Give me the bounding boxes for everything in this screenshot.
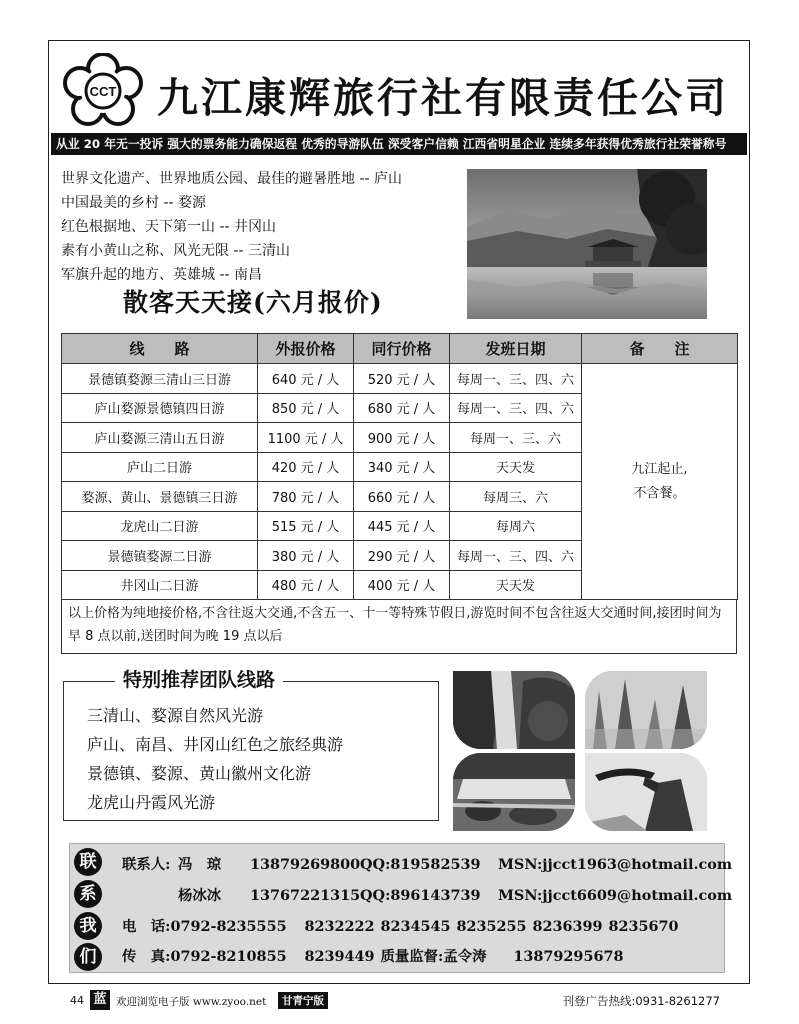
intro-line: 红色根据地、天下第一山 -- 井冈山 bbox=[61, 219, 277, 235]
company-logo bbox=[63, 53, 143, 127]
page-frame bbox=[48, 40, 750, 984]
retail-price-cell: 850 元 / 人 bbox=[258, 393, 354, 423]
welcome-text: 欢迎浏览电子版 www.zyoo.net bbox=[116, 996, 267, 1008]
route-cell: 景德镇婺源三清山三日游 bbox=[62, 364, 258, 394]
route-cell: 婺源、黄山、景德镇三日游 bbox=[62, 482, 258, 512]
supervisor-phone: 13879295678 bbox=[513, 948, 624, 965]
intro-line: 素有小黄山之称、风光无限 -- 三清山 bbox=[61, 243, 291, 259]
contact-msn: MSN:jjcct6609@hotmail.com bbox=[498, 887, 733, 904]
fax-number: 8239449 bbox=[304, 948, 375, 965]
fax-number: 0792-8210855 bbox=[170, 948, 287, 965]
supervisor-label: 质量监督: bbox=[380, 948, 444, 965]
contact-msn: MSN:jjcct1963@hotmail.com bbox=[498, 856, 733, 873]
departure-cell: 天天发 bbox=[450, 452, 582, 482]
remark-cell bbox=[582, 364, 738, 600]
agency-price-cell: 660 元 / 人 bbox=[354, 482, 450, 512]
departure-cell: 每周一、三、六 bbox=[450, 423, 582, 453]
contact-line-fax bbox=[122, 945, 624, 966]
departure-cell: 每周一、三、四、六 bbox=[450, 541, 582, 571]
remark-line: 九江起止, bbox=[631, 461, 688, 477]
contact-qq: QQ:896143739 bbox=[360, 887, 481, 904]
contact-name: 冯 琼 bbox=[178, 856, 222, 873]
price-note: 以上价格为纯地接价格,不含往返大交通,不含五一、十一等特殊节假日,游览时间不包含往返大交通时间,接团时间为早 8 点以前,送团时间为晚 19 点以后 bbox=[61, 599, 737, 654]
tel-label: 电 话: bbox=[122, 918, 171, 935]
agency-price-cell: 520 元 / 人 bbox=[354, 364, 450, 394]
departure-cell: 天天发 bbox=[450, 570, 582, 600]
contact-qq: QQ:819582539 bbox=[360, 856, 481, 873]
retail-price-cell: 1100 元 / 人 bbox=[258, 423, 354, 453]
intro-list bbox=[61, 167, 402, 287]
departure-cell: 每周六 bbox=[450, 511, 582, 541]
route-cell: 庐山婺源三清山五日游 bbox=[62, 423, 258, 453]
contact-line-person1 bbox=[122, 853, 732, 874]
contact-name: 杨冰冰 bbox=[178, 887, 222, 904]
misty-peaks-photo bbox=[585, 671, 707, 749]
route-cell: 庐山婺源景德镇四日游 bbox=[62, 393, 258, 423]
agency-price-cell: 680 元 / 人 bbox=[354, 393, 450, 423]
cascade-stream-photo bbox=[453, 753, 575, 831]
agency-price-cell: 900 元 / 人 bbox=[354, 423, 450, 453]
retail-price-cell: 420 元 / 人 bbox=[258, 452, 354, 482]
tel-number: 8232222 bbox=[304, 918, 375, 935]
route-cell: 井冈山二日游 bbox=[62, 570, 258, 600]
agency-price-cell: 290 元 / 人 bbox=[354, 541, 450, 571]
retail-price-cell: 480 元 / 人 bbox=[258, 570, 354, 600]
departure-cell: 每周三、六 bbox=[450, 482, 582, 512]
departure-cell: 每周一、三、四、六 bbox=[450, 364, 582, 394]
group-tour-item: 龙虎山丹霞风光游 bbox=[87, 793, 216, 812]
contact-side-char: 我 bbox=[74, 912, 102, 940]
tel-number: 0792-8235555 bbox=[170, 918, 287, 935]
contact-box bbox=[69, 843, 733, 973]
retail-price-cell: 380 元 / 人 bbox=[258, 541, 354, 571]
agency-price-cell: 445 元 / 人 bbox=[354, 511, 450, 541]
remark-line: 不含餐。 bbox=[633, 485, 686, 501]
edition-badge: 甘青宁版 bbox=[278, 992, 328, 1009]
group-tour-item: 庐山、南昌、井冈山红色之旅经典游 bbox=[87, 735, 344, 754]
header-route: 线 路 bbox=[62, 334, 258, 364]
agency-price-cell: 400 元 / 人 bbox=[354, 570, 450, 600]
intro-line: 世界文化遗产、世界地质公园、最佳的避暑胜地 -- 庐山 bbox=[61, 171, 403, 187]
contact-side-char: 系 bbox=[74, 880, 102, 908]
slogan-bar: 从业 20 年无一投诉 强大的票务能力确保返程 优秀的导游队伍 深受客户信赖 江西省明星企业 连续多年获得优秀旅行社荣誉称号 bbox=[51, 133, 747, 155]
contact-side-char: 联 bbox=[74, 848, 102, 876]
contact-phone: 13879269800 bbox=[250, 856, 361, 873]
intro-line: 军旗升起的地方、英雄城 -- 南昌 bbox=[61, 267, 263, 283]
route-cell: 龙虎山二日游 bbox=[62, 511, 258, 541]
logo-text: CCT bbox=[89, 84, 117, 99]
lake-pavilion-photo bbox=[467, 169, 707, 319]
price-table bbox=[61, 333, 738, 600]
group-tours-list bbox=[87, 701, 343, 817]
intro-line: 中国最美的乡村 -- 婺源 bbox=[61, 195, 207, 211]
table-header-row bbox=[62, 334, 738, 364]
issue-badge: 蓝 bbox=[90, 990, 110, 1010]
contact-line-person2 bbox=[122, 884, 732, 905]
agency-price-cell: 340 元 / 人 bbox=[354, 452, 450, 482]
contact-side-char: 们 bbox=[74, 943, 102, 971]
header-remarks: 备 注 bbox=[582, 334, 738, 364]
group-tour-item: 景德镇、婺源、黄山徽州文化游 bbox=[87, 764, 312, 783]
tel-number: 8235670 bbox=[608, 918, 679, 935]
banner-title: 散客天天接(六月报价) bbox=[123, 288, 383, 317]
fax-label: 传 真: bbox=[122, 948, 171, 965]
contact-line-telephone bbox=[122, 915, 679, 936]
contact-label: 联系人: bbox=[122, 856, 171, 873]
route-cell: 庐山二日游 bbox=[62, 452, 258, 482]
tel-number: 8235255 bbox=[456, 918, 527, 935]
ad-hotline: 刊登广告热线:0931-8261277 bbox=[562, 994, 720, 1008]
tel-number: 8234545 bbox=[380, 918, 451, 935]
header-retail-price: 外报价格 bbox=[258, 334, 354, 364]
retail-price-cell: 640 元 / 人 bbox=[258, 364, 354, 394]
company-name: 九江康辉旅行社有限责任公司 bbox=[157, 74, 729, 122]
page-number: 44 bbox=[70, 994, 84, 1007]
route-cell: 景德镇婺源二日游 bbox=[62, 541, 258, 571]
tel-number: 8236399 bbox=[532, 918, 603, 935]
departure-cell: 每周一、三、四、六 bbox=[450, 393, 582, 423]
table-row bbox=[62, 364, 738, 394]
pine-cliff-photo bbox=[585, 753, 707, 831]
header-departure-days: 发班日期 bbox=[450, 334, 582, 364]
supervisor-name: 孟令涛 bbox=[443, 948, 487, 965]
page-footer bbox=[70, 990, 750, 1012]
group-tours-title: 特别推荐团队线路 bbox=[115, 665, 283, 692]
waterfall-rocks-photo bbox=[453, 671, 575, 749]
retail-price-cell: 780 元 / 人 bbox=[258, 482, 354, 512]
contact-phone: 13767221315 bbox=[250, 887, 361, 904]
group-tour-item: 三清山、婺源自然风光游 bbox=[87, 706, 264, 725]
retail-price-cell: 515 元 / 人 bbox=[258, 511, 354, 541]
header-agency-price: 同行价格 bbox=[354, 334, 450, 364]
